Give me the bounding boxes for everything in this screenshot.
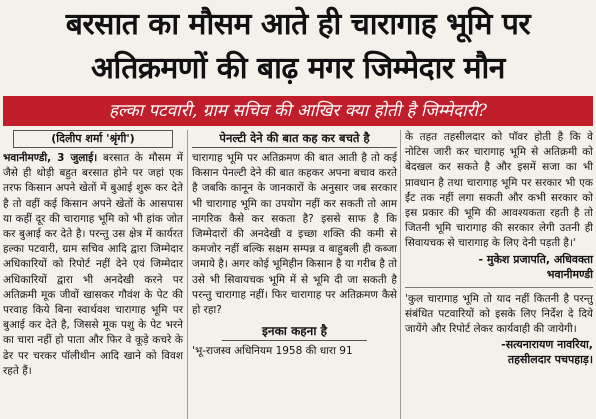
headline-line-1: बरसात का मौसम आते ही चारागाह भूमि पर: [65, 7, 531, 42]
column-divider: [400, 130, 401, 419]
article-column-3: [405, 130, 593, 367]
column-divider: [187, 130, 188, 419]
section-kicker: पेनल्टी देने की बात कह कर बचते है: [192, 130, 397, 148]
dateline: भवानीमण्डी, 3 जुलाई।: [3, 152, 98, 164]
article-column-1: [3, 130, 183, 379]
article-column-2: [192, 130, 397, 359]
headline-line-2: अतिक्रमणों की बाढ़ मगर जिम्मेदार मौन: [91, 51, 505, 86]
subheadline-banner: हल्का पटवारी, ग्राम सचिव की आखिर क्या होती है जिम्मेदारी?: [3, 96, 593, 126]
column-1-body: बरसात के मौसम में जैसे ही थोड़ी बहुत बरसात होने पर जहां एक तरफ किसान अपने खेतों में बुआई शुरू कर देते है तो वहीं कई किसान अपने खेतों के आसपास या कहीं दूर की चारागाह भूमि को भी हांक जोत कर बुआई कर देते है। परन्तु उस क्षेत्र में कार्यरत हल्का पटवारी, ग्राम सचिव आदि द्वारा जिम्मेदार अधिकारियों को रिपोर्ट नहीं देने एवं जिम्मेदार अधिकारियों द्वारा भी अनदेखी करने पर अतिक्रमी मूक जीवों खासकर गौवंश के पेट की परवाह किये बिना स्वार्थवश चारागाह भूमि पर बुआई कर देते है, जिससे मूक पशु के पेट भरने का चारा नहीं हो पाता और फिर वे कूड़े कचरे के ढेर पर चरकर पॉलीथीन आदि खाने को विवश रहते हैं।: [3, 152, 183, 377]
quote-section-heading: इनका कहना है: [222, 322, 367, 341]
column-2-body: चारागाह भूमि पर अतिक्रमण की बात आती है तो कई किसान पेनल्टी देने की बात कहकर अपना बचाव करते है जबकि कानून के जानकारों के अनुसार जब सरकार भी चारागाह भूमि का उपयोग नहीं कर सकती तो आम नागरिक कैसे कर सकता है? इससे साफ है कि जिम्मेदारों की अनदेखी व इच्छा शक्ति की कमी से कमजोर नहीं बल्कि सक्षम सम्पन्न व बाहुबली ही कब्जा जमाये है। अगर कोई भूमिहीन किसान है या गरीब है तो उसे भी सिवायचक भूमि में से भूमि दी जा सकती है परन्तु चारागाह नहीं। फिर चारागाह पर अतिक्रमण कैसे हो रहा?: [192, 152, 397, 317]
signature-title: तहसीलदार पचपहाड़।: [507, 353, 593, 367]
divider: [405, 287, 593, 288]
byline: (दिलीप शर्मा 'श्रृंगी'): [13, 130, 173, 148]
signature-name: -सत्यनारायण नावरिया,: [501, 338, 593, 352]
quote-tehsildar: 'कुल चारागाह भूमि तो याद नहीं कितनी है परन्तु संबंधित पटवारियों को इसके लिए निर्देश दे दिये जायेंगे और रिपोर्ट लेकर कार्यवाही की जायेगी।: [405, 292, 593, 336]
signature-tehsildar: [405, 337, 593, 367]
signature-advocate: [405, 252, 593, 282]
signature-name: - मुकेश प्रजापति, अधिवक्ता: [478, 252, 593, 266]
column-3-body: के तहत तहसीलदार को पॉवर होती है कि वे नोटिस जारी कर चारागाह भूमि से अतिक्रमी को बेदखल कर सकते है और इसमें सजा का भी प्रावधान है तथा चारागाह भूमि पर सरकार भी एक ईंट तक नहीं लगा सकती और कभी सरकार को इस प्रकार की भूमि की आवश्यकता रहती है तो जितनी भूमि चारागाह की सरकार लेगी उतनी ही सिवायचक से चारागाह के लिए देनी पड़ती है।': [405, 131, 593, 250]
quote-start: 'भू-राजस्व अधिनियम 1958 की धारा 91: [192, 345, 353, 358]
column-1-paragraph: [3, 151, 183, 379]
signature-place: भवानीमण्डी: [546, 267, 593, 281]
